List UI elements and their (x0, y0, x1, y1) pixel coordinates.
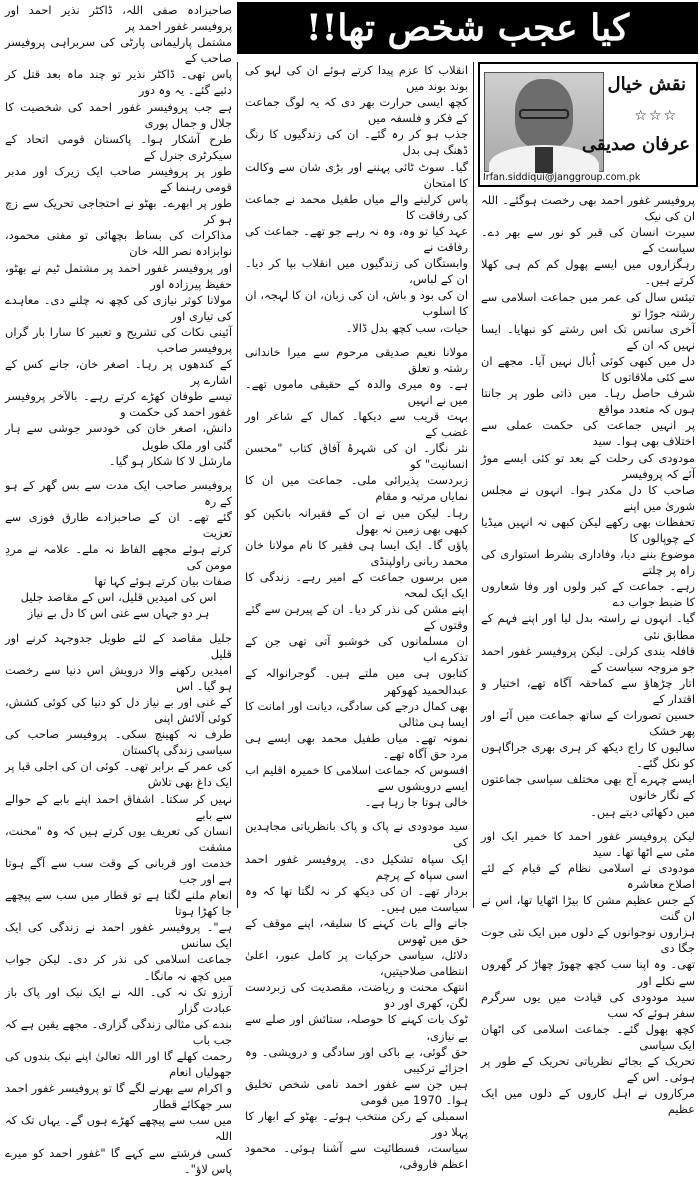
article-line: عہد کیا تو وہ، وہ نہ رہے جو تھے۔ جماعت کی رفاقت نے (245, 223, 468, 255)
article-line: کرتے ہوئے مجھے الفاظ نہ ملے۔ علامہ نے مردِ مومن کی (5, 542, 232, 573)
article-line: مشتمل پارلیمانی پارٹی کی سربراہی پروفیسر صاحب کے (5, 35, 232, 66)
article-line: ٹوک بات کہنے کا حوصلہ، ستائش اور صلے سے بے نیازی، (245, 1012, 468, 1043)
article-line: طرف نہ کھینچ سکی۔ پروفیسر صاحب کی سیاسی زندگی پاکستان (5, 727, 232, 758)
article-line: دانش، اصغر خان کی خودسر جوشی سے ہار گئی اور ملک طویل (5, 421, 232, 452)
stars-decoration: ☆☆☆ (634, 108, 678, 124)
article-line: تحفظات بھی رکھے لیکن کبھی نہ انہیں میڈیا کے چوپالوں کا (481, 514, 695, 545)
article-line: انسان کی تعریف یوں کرتے ہیں کہ وہ "محنت، مشقت (5, 823, 232, 854)
article-line: کسی فرشتے سے کہے گا "غفور احمد کو میرے پاس لاؤ"۔ (5, 1145, 232, 1176)
article-line: مودودی نے اسلامی نظام کے قیام کے لئے اصلاح معاشرہ (481, 860, 695, 891)
article-line: اسمبلی کے رکن منتخب ہوئے۔ بھٹو کے ابھار کا پہلا دور (245, 1109, 468, 1140)
article-line: رحمت کھلے گا اور اللہ تعالیٰ اپنے نیک بندوں کی جھولیاں انعام (5, 1049, 232, 1080)
article-line: افسوس کہ جماعت اسلامی کا خمیرہ اقلیم اب ایسے درویشوں سے (245, 763, 468, 794)
article-line: گیا۔ سوٹ ٹائی پہننے اور بڑی شان سے وکالت کا امتحان (245, 159, 468, 190)
article-line: صاحبزادہ صفی اللہ، ڈاکٹر نذیر احمد اور پروفیسر غفور احمد پر (5, 3, 232, 34)
article-line: مولانا نعیم صدیقی مرحوم سے میرا خاندانی رشتہ و تعلق (245, 344, 468, 375)
article-line: ایسے چہرے آج بھی مختلف سیاسی جماعتوں کے نگار خانوں (481, 772, 695, 803)
article-line: مارشل لا کا شکار ہو گیا۔ (108, 453, 232, 468)
article-line: سید مودودی کی قیادت میں یوں سرگرم سفر ہوئے کہ سب (481, 989, 695, 1020)
article-line: اتار چڑھاؤ سے کماحقہ آگاہ تھے، اختیار و اقتدار کے (481, 675, 695, 706)
article-line: لیکن پروفیسر غفور احمد کا خمیر ایک اور مٹی سے اٹھا تھا۔ سید (481, 828, 695, 859)
headline: کیا عجب شخص تھا!! (237, 2, 698, 54)
article-line: تیسے طوفان کھڑے کرتے رہے۔ بالآخر پروفیسر غفور احمد کی حکمت و (5, 389, 232, 420)
article-line: رہگزاروں میں ایسے پھول کم کم ہی کھلا کرتے ہیں۔ (481, 257, 695, 288)
byline-box (478, 62, 698, 187)
article-line: ہے"۔ پروفیسر غفور احمد نے زندگی کی ایک ایک سانس (5, 920, 232, 951)
article-line: اس کی امیدیں قلیل، اس کے مقاصد جلیل (20, 590, 217, 605)
article-line: تیئس سال کی عمر میں جماعت اسلامی سے رشتہ جوڑا تو (481, 289, 695, 320)
article-line: پر انہیں جماعت کی حکمت عملی سے اختلاف بھی ہوا۔ سید (481, 418, 695, 449)
article-line: کچھ ایسی حرارت بھر دی کہ یہ لوگ جماعت کے فکر و فلسفہ میں (245, 95, 468, 126)
article-line: مذاکرات کی بساط بچھائی تو مفتی محمود، نوابزادہ نصر اللہ خان (5, 228, 232, 259)
article-line: پاس تھی۔ ڈاکٹر نذیر تو چند ماہ بعد قتل کر دئیے گئے۔ یہ وہ دور (5, 67, 232, 98)
article-line: میں دکھائی دیتے ہیں۔ (590, 804, 695, 819)
article-line: پاؤں گا۔ ایک ایسا ہی فقیر کا نام مولانا خان محمد ربانی راولپنڈی (245, 537, 468, 568)
article-line: گئے تھے۔ ان کے صاحبزادے طارق فوزی سے تعزیت (5, 509, 232, 540)
article-line: امیدیں رکھنے والا درویش اس دنیا سے رخصت ہو گیا۔ اس (5, 662, 232, 693)
article-line: و اکرام سے بھرنے لگے گا تو پروفیسر غفور احمد سر جھکائے قطار (5, 1081, 232, 1112)
article-line: انعام ملنے لگتا ہے تو قطار میں سب سے پیچھے جا کھڑا ہوتا (5, 888, 232, 919)
article-line: ہیں جن سے غفور احمد نامی شخص تخلیق ہوا۔ 1970 میں قومی (245, 1076, 468, 1107)
article-line: اور پروفیسر غفور احمد پر مشتمل ٹیم نے بھٹو، حفیظ پیرزادہ اور (5, 260, 232, 291)
article-line: خدمت اور قربانی کے وقت سب سے آگے ہوتا ہے اور جب (5, 855, 232, 886)
article-line: سید مودودی نے پاک و پاک بانظریاتی مجاہدین کی (245, 819, 468, 850)
article-line: شرف حاصل رہا۔ میں ذاتی طور پر جانتا ہوں کہ متعدد مواقع (481, 386, 695, 417)
article-line: دلائل، سیاسی حرکیات پر کامل عبور، اعلیٰ انتظامی صلاحیتیں، (245, 948, 468, 979)
article-line: مرکاروں نے اہل کاروں کے دلوں میں ایک عظیم (481, 1086, 695, 1117)
article-line: آئینی نکات کی تشریح و تعبیر کا سارا بار گراں پروفیسر صاحب (5, 324, 232, 355)
article-line: طور پر ابھرے۔ بھٹو نے احتجاجی تحریک سے زچ ہو کر (5, 196, 232, 227)
article-line: اپنے مشن کی نذر کر دیا۔ ان کے پیرہن سے گئے وقتوں کے (245, 602, 468, 633)
article-line: نمونہ تھے۔ میاں طفیل محمد بھی ایسے ہی مرد حق آگاہ تھے۔ (245, 730, 468, 761)
article-line: جذب ہو کر رہ گئے۔ ان کی زندگیوں کا رنگ ڈھنگ ہی بدل (245, 127, 468, 158)
article-line: ایک سپاہ تشکیل دی۔ پروفیسر غفور احمد اسی سپاہ کے پرچم (245, 851, 468, 882)
article-line: آرزو تک نہ کی۔ اللہ نے ایک نیک اور پاک باز عبادت گزار (5, 984, 232, 1015)
article-line: زبردست پذیرائی ملی۔ جماعت میں ان کا نمایاں مرتبہ و مقام (245, 473, 468, 504)
article-line: مولانا کوثر نیازی کی کچھ نہ چلنے دی۔ معاہدے کی تیاری اور (5, 292, 232, 323)
article-line: رہا۔ لیکن میں نے ان کے فقیرانہ بانکپن کو کبھی بھی زمین نہ بھول (245, 505, 468, 536)
article-line: میں برسوں جماعت کے امیر رہے۔ زندگی کا ایک ایک لمحہ (245, 569, 468, 600)
article-line: حیات، سب کچھ بدل ڈالا۔ (345, 320, 468, 335)
article-line: کے جس عظیم مشن کا بیڑا اٹھایا تھا، اس نے ان گنت (481, 893, 695, 924)
article-line: پاس کرلینے والے میاں طفیل محمد نے جماعت کی رفاقت کا (245, 191, 468, 222)
article-line: خالی ہوتا جا رہا ہے۔ (364, 795, 468, 810)
article-line: انتھک محنت و ریاضت، مقصدیت کی زبردست لگن، کھری اور دو (245, 980, 468, 1011)
article-line: کی عمر کے برابر تھی۔ کوئی ان کی اجلی قبا پر ایک داغ بھی تلاش (5, 759, 232, 790)
article-line: رہے۔ جماعت کے کبر ولوں اور وفا شعاروں کا ضبط جواب دے (481, 579, 695, 610)
article-line: وابستگان کی زندگیوں میں انقلاب بپا کر دیا۔ ان کے لباس، (245, 256, 468, 287)
article-line: سیاست، فسطائیت سے آشنا ہوئی۔ محمود اعظم فاروقی، (245, 1141, 468, 1172)
article-line: تحریک کے بجائے نظریاتی تحریک کے طور پر ہوئی۔ اس کے (481, 1053, 695, 1085)
article-line: ان کی بود و باش، ان کی زبان، ان کا لہجہ، ان کا اسلوب (245, 288, 468, 319)
article-line: پروفیسر غفور احمد بھی رخصت ہوگئے۔ اللہ ان کی نیک (481, 193, 695, 224)
article-line: کتابوں ہی میں ملتے ہیں۔ گوجرانوالہ کے عبدالحمید کھوکھر (245, 666, 468, 697)
article-line: نثر نگار۔ ان کی شہرۂ آفاق کتاب "محسن انسانیت" کو (245, 441, 468, 472)
article-line: جلیل مقاصد کے لئے طویل جدوجہد کرنے اور قلیل (5, 630, 232, 661)
article-line: گیا۔ انہوں نے راستہ بدل لیا اور اپنے فہم کے مطابق نئی (481, 611, 695, 642)
article-line: بھی کمال درجے کی سادگی، دیانت اور امانت کا ایسا ہی مثالی (245, 698, 468, 729)
article-column-middle (242, 62, 471, 1172)
article-line: صفات بیان کرتے ہوئے کہا تھا (94, 574, 232, 589)
article-line: مودودی کی رحلت کے بعد تو کئی ایسے موڑ آئے کہ پروفیسر (481, 450, 695, 481)
article-line: بہت قریب سے دیکھا۔ کمال کے شاعر اور غضب کے (245, 408, 468, 440)
article-line: ہے۔ وہ میری والدہ کے حقیقی ماموں تھے۔ میں نے انہیں (245, 376, 468, 407)
article-column-right (478, 192, 698, 1117)
article-line: ہے جب پروفیسر غفور احمد کی شخصیت کا جلال و جمال پوری (5, 99, 232, 130)
article-line: حسین تصورات کے ساتھ جماعت میں آئے اور پھر خشک (481, 708, 695, 739)
article-line: سالیوں کا راج دیکھ کر ہری بھری جراگاہوں کو نکل گئے۔ (481, 740, 695, 771)
article-line: سیرت انسان کی قبر کو نور سے بھر دے۔ سیاست کے (481, 225, 695, 256)
article-line: آخری سانس تک اس رشتے کو نبھایا۔ ایسا نہیں کہ ان کے (481, 321, 695, 352)
article-line: جانے والے بات کہنے کا سلیقہ، اپنے موقف کے حق میں ٹھوس (245, 915, 468, 946)
article-line: بندے کی مثالی زندگی گزاری۔ مجھے یقین ہے کہ جب باب (5, 1016, 232, 1047)
article-line: نہیں کر سکتا۔ اشفاق احمد اپنے بابے کے حوالے سے بابے (5, 791, 232, 822)
column-divider (473, 62, 474, 908)
article-line: بردار تھے۔ ان کی دیکھ کر نہ لگتا تھا کہ وہ سیاست میں ہیں۔ (245, 883, 468, 914)
article-line: ہزاروں نوجوانوں کے دلوں میں ایک نئی جوت جگا دی (481, 925, 695, 956)
article-line: پروفیسر صاحب ایک مدت سے بس گھر کے ہو کے رہ (5, 477, 232, 508)
author-name: عرفان صدیقی (581, 134, 690, 155)
article-line: جماعت اسلامی کی نذر کر دی۔ لیکن جواب میں کچھ نہ مانگا۔ (5, 952, 232, 983)
article-line: حق گوئی، بے باکی اور سادگی و درویشی۔ وہ اجزائے ترکیبی (245, 1044, 468, 1075)
column-title: نقش خیال (607, 74, 686, 95)
article-line: موضوع بننے دیا، وفاداری بشرط استواری کی راہ پر چلتے (481, 547, 695, 578)
author-email: Irfan.siddiqui@janggroup.com.pk (483, 172, 641, 183)
article-line: ہر دو جہاں سے غنی اس کا دل بے نیاز (27, 606, 210, 621)
article-line: کے غنی اور بے نیاز دل کو دنیا کی کوئی کشش، کوئی آلائش اپنی (5, 694, 232, 726)
article-column-left (2, 2, 235, 1176)
article-line: کچھ بھول گئے۔ جماعت اسلامی کی اٹھان ایک سیاسی (481, 1021, 695, 1052)
article-line: ان مسلمانوں کی خوشبو آتی تھی جن کے تذکرے اب (245, 634, 468, 665)
article-line: طرح آشکار ہوا۔ پاکستان قومی اتحاد کے سیکرٹری جنرل کے (5, 131, 232, 162)
article-line: تھی۔ وہ اپنا سب کچھ چھوڑ چھاڑ کر گھروں سے نکلے اور (481, 957, 695, 988)
article-line: طور پر پروفیسر صاحب ایک زیرک اور مدبر قومی رہنما کے (5, 163, 232, 195)
article-line: انقلاب کا عزم پیدا کرتے ہوئے ان کی لہو کی بوند بوند میں (245, 63, 468, 94)
article-line: دل میں کبھی کوئی اُبال نہیں آیا۔ مجھے ان سے کئی ملاقاتوں کا (481, 353, 695, 385)
author-portrait (484, 72, 604, 172)
article-line: کے کندھوں پر رہا۔ اصغر خان، جانے کس کے اشارے پر (5, 357, 232, 388)
article-line: میں سب سے پیچھے کھڑے ہوں گے۔ یہاں تک کہ اللہ (5, 1113, 232, 1144)
column-divider (237, 62, 238, 908)
article-line: صاحب کا دل مکدر ہوا۔ انہوں نے مجلس شوریٰ میں اپنے (481, 482, 695, 513)
article-line: قافلہ بندی کرلی۔ لیکن پروفیسر غفور احمد جو مروجہ سیاست کے (481, 643, 695, 674)
